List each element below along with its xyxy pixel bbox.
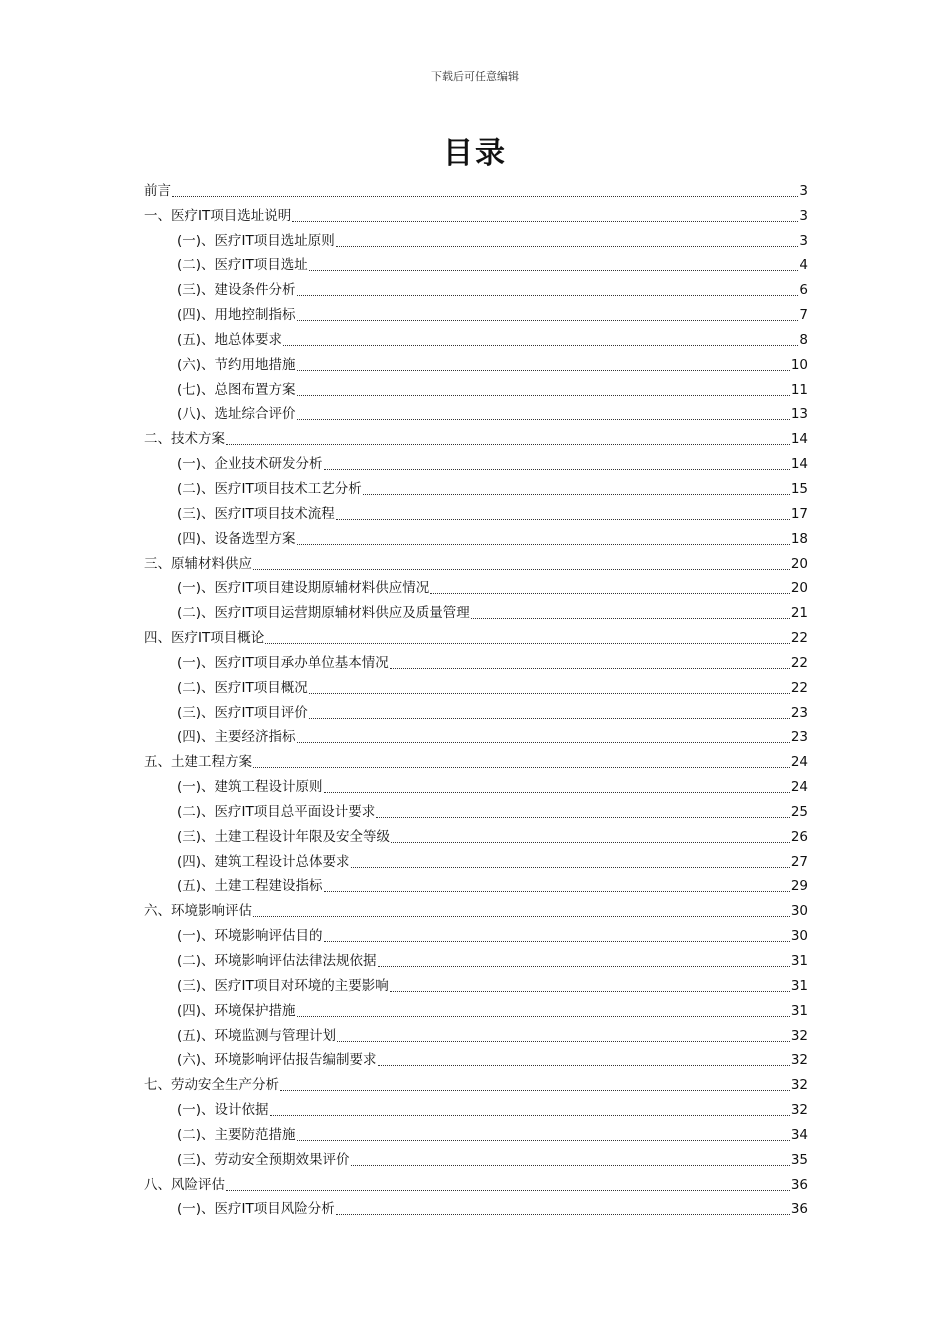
toc-dot-leader: [297, 310, 799, 321]
toc-entry-page-number: 17: [790, 505, 808, 522]
toc-dot-leader: [226, 434, 790, 445]
toc-entry-label: (三)、医疗IT项目技术流程: [177, 505, 335, 522]
toc-entry-sub[interactable]: [144, 299, 808, 324]
toc-entry-page-number: 31: [790, 953, 808, 969]
toc-entry-page-number: 35: [790, 1151, 808, 1168]
toc-entry-page-number: 32: [790, 1052, 808, 1069]
toc-dot-leader: [351, 857, 790, 868]
toc-dot-leader: [390, 658, 790, 669]
toc-entry-page-number: 11: [790, 381, 808, 398]
toc-entry-label: (五)、地总体要求: [177, 331, 283, 348]
toc-entry-page-number: 30: [790, 903, 808, 920]
toc-entry-page-number: 23: [790, 729, 808, 746]
table-of-contents: [144, 175, 808, 1218]
toc-entry-sub[interactable]: [144, 821, 808, 846]
toc-dot-leader: [390, 981, 790, 992]
toc-dot-leader: [337, 1031, 790, 1042]
toc-entry-page-number: 20: [790, 555, 808, 572]
toc-entry-sub[interactable]: [144, 250, 808, 275]
page-header: 下载后可任意编辑: [431, 70, 519, 83]
toc-entry-label: (三)、医疗IT项目评价: [177, 704, 308, 721]
toc-entry-sub[interactable]: [144, 771, 808, 796]
toc-entry-page-number: 24: [790, 754, 808, 771]
toc-dot-leader: [336, 1204, 790, 1215]
toc-entry-sub[interactable]: [144, 498, 808, 523]
toc-entry-sub[interactable]: [144, 871, 808, 896]
toc-dot-leader: [376, 807, 790, 818]
toc-entry-sub[interactable]: [144, 1020, 808, 1045]
toc-entry-page-number: 8: [799, 331, 808, 348]
toc-entry-sub[interactable]: [144, 448, 808, 473]
toc-entry-page-number: 31: [790, 1002, 808, 1019]
toc-entry-label: (二)、医疗IT项目选址: [177, 257, 308, 274]
toc-dot-leader: [363, 484, 790, 495]
toc-entry-label: (四)、主要经济指标: [177, 729, 296, 746]
toc-entry-page-number: 3: [799, 182, 808, 199]
toc-entry-page-number: 23: [790, 704, 808, 721]
toc-entry-label: 二、技术方案: [144, 431, 225, 448]
toc-dot-leader: [378, 956, 790, 967]
toc-entry-sub[interactable]: [144, 1194, 808, 1219]
toc-entry-sub[interactable]: [144, 399, 808, 424]
toc-entry-label: (一)、设计依据: [177, 1102, 269, 1119]
toc-entry-label: (二)、医疗IT项目技术工艺分析: [177, 480, 362, 497]
toc-entry-label: (一)、医疗IT项目承办单位基本情况: [177, 654, 389, 671]
toc-dot-leader: [324, 782, 790, 793]
toc-entry-label: 三、原辅材料供应: [144, 555, 252, 572]
toc-entry-label: (一)、环境影响评估目的: [177, 928, 323, 945]
toc-dot-leader: [297, 732, 790, 743]
toc-entry[interactable]: [144, 1169, 808, 1194]
toc-entry-page-number: 3: [799, 232, 808, 249]
toc-entry-label: (二)、医疗IT项目运营期原辅材料供应及质量管理: [177, 605, 470, 622]
toc-entry-page-number: 18: [790, 530, 808, 547]
toc-entry-page-number: 29: [790, 878, 808, 895]
toc-entry-label: 一、医疗IT项目选址说明: [144, 207, 292, 224]
toc-entry[interactable]: [144, 1069, 808, 1094]
toc-entry-sub[interactable]: [144, 970, 808, 995]
toc-entry-page-number: 27: [790, 853, 808, 870]
toc-entry-page-number: 36: [790, 1201, 808, 1218]
toc-dot-leader: [253, 906, 790, 917]
toc-dot-leader: [270, 1105, 790, 1116]
toc-entry-label: (六)、环境影响评估报告编制要求: [177, 1052, 377, 1069]
toc-dot-leader: [391, 832, 790, 843]
toc-entry-sub[interactable]: [144, 647, 808, 672]
toc-entry-sub[interactable]: [144, 1094, 808, 1119]
toc-entry-label: (三)、劳动安全预期效果评价: [177, 1151, 350, 1168]
toc-entry-page-number: 25: [790, 803, 808, 820]
toc-entry-label: 八、风险评估: [144, 1176, 225, 1193]
toc-entry[interactable]: [144, 200, 808, 225]
toc-dot-leader: [309, 260, 799, 271]
toc-entry[interactable]: [144, 746, 808, 771]
toc-entry-sub[interactable]: [144, 672, 808, 697]
toc-dot-leader: [309, 683, 790, 694]
toc-dot-leader: [265, 633, 790, 644]
toc-dot-leader: [297, 534, 790, 545]
toc-entry-sub[interactable]: [144, 1144, 808, 1169]
toc-entry-sub[interactable]: [144, 597, 808, 622]
toc-entry-page-number: 26: [790, 828, 808, 845]
toc-dot-leader: [297, 285, 799, 296]
toc-entry[interactable]: [144, 895, 808, 920]
toc-entry-label: (五)、土建工程建设指标: [177, 878, 323, 895]
toc-dot-leader: [297, 1006, 790, 1017]
toc-entry-sub[interactable]: [144, 324, 808, 349]
toc-entry[interactable]: [144, 175, 808, 200]
toc-entry-label: 五、土建工程方案: [144, 754, 252, 771]
toc-entry-sub[interactable]: [144, 697, 808, 722]
toc-entry-label: (二)、主要防范措施: [177, 1126, 296, 1143]
toc-entry-page-number: 3: [799, 207, 808, 224]
toc-entry-label: 七、劳动安全生产分析: [144, 1077, 279, 1094]
toc-entry-page-number: 22: [790, 654, 808, 671]
toc-entry-sub[interactable]: [144, 796, 808, 821]
toc-entry-label: (四)、设备选型方案: [177, 530, 296, 547]
toc-entry-label: (七)、总图布置方案: [177, 381, 296, 398]
toc-entry-page-number: 6: [799, 282, 808, 299]
toc-entry-page-number: 31: [790, 977, 808, 994]
toc-entry-label: (一)、企业技术研发分析: [177, 456, 323, 473]
toc-dot-leader: [471, 608, 790, 619]
page-title: 目录: [443, 136, 507, 171]
toc-entry-sub[interactable]: [144, 722, 808, 747]
toc-entry-label: (四)、环境保护措施: [177, 1002, 296, 1019]
toc-entry-label: (二)、医疗IT项目概况: [177, 679, 308, 696]
toc-entry-page-number: 24: [790, 779, 808, 796]
toc-entry[interactable]: [144, 548, 808, 573]
toc-entry-label: (六)、节约用地措施: [177, 356, 296, 373]
toc-entry-page-number: 32: [790, 1102, 808, 1119]
toc-entry-sub[interactable]: [144, 945, 808, 970]
toc-dot-leader: [253, 757, 790, 768]
toc-entry-label: (三)、建设条件分析: [177, 282, 296, 299]
toc-entry-label: (五)、环境监测与管理计划: [177, 1027, 337, 1044]
toc-entry-page-number: 30: [790, 928, 808, 945]
toc-dot-leader: [297, 360, 790, 371]
toc-entry-page-number: 36: [790, 1176, 808, 1193]
toc-entry-label: (一)、医疗IT项目选址原则: [177, 232, 335, 249]
toc-entry-sub[interactable]: [144, 225, 808, 250]
toc-entry-sub[interactable]: [144, 349, 808, 374]
toc-dot-leader: [430, 583, 790, 594]
toc-dot-leader: [297, 409, 790, 420]
toc-entry-label: 六、环境影响评估: [144, 903, 252, 920]
toc-dot-leader: [324, 931, 790, 942]
toc-entry-sub[interactable]: [144, 473, 808, 498]
toc-dot-leader: [378, 1055, 790, 1066]
toc-entry-sub[interactable]: [144, 523, 808, 548]
toc-entry-label: (四)、建筑工程设计总体要求: [177, 853, 350, 870]
toc-dot-leader: [280, 1080, 790, 1091]
toc-entry-sub[interactable]: [144, 573, 808, 598]
toc-entry-sub[interactable]: [144, 374, 808, 399]
toc-entry-page-number: 22: [790, 630, 808, 647]
toc-dot-leader: [297, 1130, 790, 1141]
toc-dot-leader: [297, 385, 790, 396]
toc-entry-page-number: 20: [790, 580, 808, 597]
toc-entry-label: (二)、环境影响评估法律法规依据: [177, 953, 377, 969]
toc-entry[interactable]: [144, 423, 808, 448]
toc-entry-page-number: 10: [790, 356, 808, 373]
toc-entry-page-number: 21: [790, 605, 808, 622]
toc-entry-page-number: 32: [790, 1077, 808, 1094]
toc-entry-label: (一)、建筑工程设计原则: [177, 779, 323, 796]
toc-entry-page-number: 34: [790, 1126, 808, 1143]
toc-entry-label: (二)、医疗IT项目总平面设计要求: [177, 803, 376, 820]
toc-entry-page-number: 22: [790, 679, 808, 696]
toc-entry-page-number: 14: [790, 431, 808, 448]
toc-entry-label: (一)、医疗IT项目风险分析: [177, 1201, 335, 1218]
toc-entry-page-number: 4: [799, 257, 808, 274]
toc-entry-page-number: 15: [790, 480, 808, 497]
toc-entry-page-number: 13: [790, 406, 808, 423]
toc-entry-page-number: 32: [790, 1027, 808, 1044]
toc-dot-leader: [309, 708, 790, 719]
toc-entry-page-number: 14: [790, 456, 808, 473]
toc-entry-sub[interactable]: [144, 1045, 808, 1070]
toc-dot-leader: [336, 236, 799, 247]
toc-entry-sub[interactable]: [144, 995, 808, 1020]
toc-entry-label: (一)、医疗IT项目建设期原辅材料供应情况: [177, 580, 430, 597]
toc-entry-page-number: 7: [799, 307, 808, 324]
toc-dot-leader: [283, 335, 798, 346]
toc-dot-leader: [351, 1155, 790, 1166]
toc-dot-leader: [324, 881, 790, 892]
toc-entry-label: 前言: [144, 182, 171, 199]
toc-entry-sub[interactable]: [144, 920, 808, 945]
toc-dot-leader: [336, 509, 790, 520]
toc-entry-sub[interactable]: [144, 846, 808, 871]
toc-entry[interactable]: [144, 622, 808, 647]
toc-dot-leader: [226, 1180, 790, 1191]
toc-dot-leader: [172, 186, 798, 197]
toc-entry-label: 四、医疗IT项目概论: [144, 630, 265, 647]
toc-entry-label: (八)、选址综合评价: [177, 406, 296, 423]
toc-dot-leader: [253, 559, 790, 570]
toc-entry-label: (四)、用地控制指标: [177, 307, 296, 324]
toc-entry-sub[interactable]: [144, 1119, 808, 1144]
toc-entry-sub[interactable]: [144, 274, 808, 299]
toc-entry-label: (三)、医疗IT项目对环境的主要影响: [177, 977, 389, 994]
toc-entry-label: (三)、土建工程设计年限及安全等级: [177, 828, 391, 845]
toc-dot-leader: [324, 459, 790, 470]
toc-dot-leader: [292, 211, 798, 222]
